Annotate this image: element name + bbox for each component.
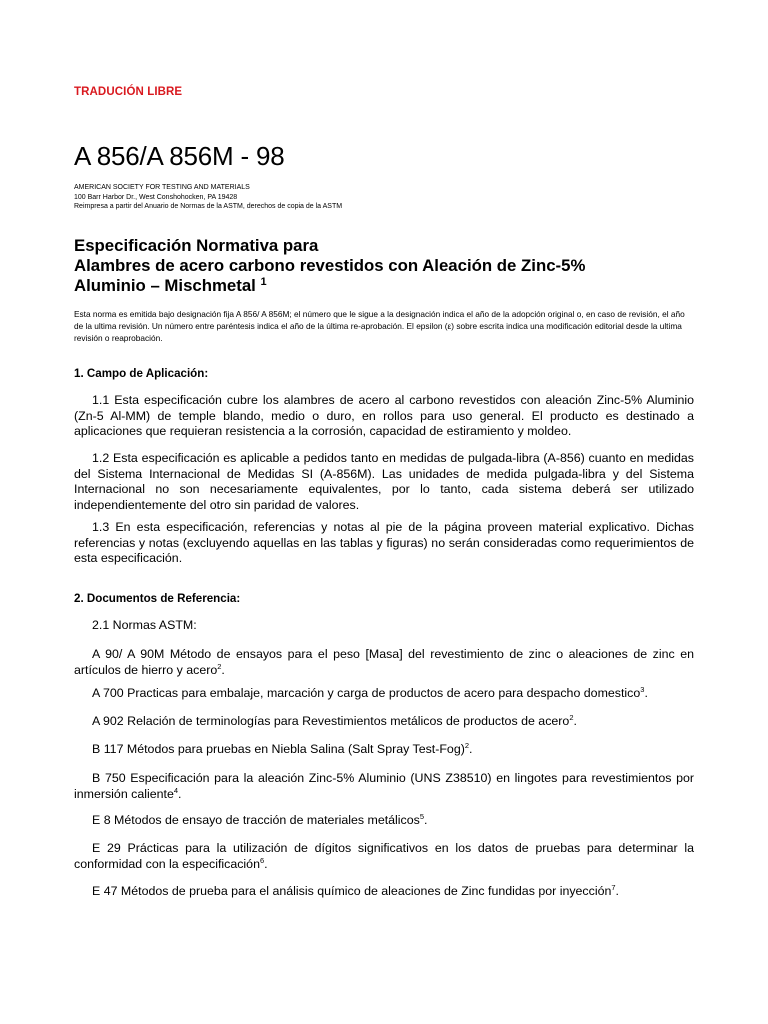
reference-text: B 750 Especificación para la aleación Zinc-5% Aluminio (UNS Z38510) en lingotes para revestimientos por inmersión caliente <box>74 771 694 801</box>
publisher-block <box>74 183 342 212</box>
section-1-heading: 1. Campo de Aplicación: <box>74 367 209 380</box>
reference-note: 2 <box>217 661 222 671</box>
issuance-note: Esta norma es emitida bajo designación fija A 856/ A 856M; el número que le sigue a la designación indica el año de la adopción original o, en caso de revisión, el año de la ultima revisión. Un número entre paréntesis indica el año de la última re-aprobación. El epsilon (ε) sobre escrita indica una modificación editorial desde la ultima revisión o reaprobación. <box>74 309 685 343</box>
reference-note: 5 <box>419 812 425 821</box>
reference-text: A 700 Practicas para embalaje, marcación y carga de productos de acero para despacho domestico <box>92 686 641 700</box>
reference-note: 3 <box>640 685 645 694</box>
title-line-1: Especificación Normativa para <box>74 236 319 255</box>
reference-note: 2 <box>464 741 470 750</box>
reference-e29: E 29 Prácticas para la utilización de dígitos significativos en los datos de pruebas para determinar la conformidad con la especificación$^6$. <box>74 841 694 871</box>
reference-text: A 902 Relación de terminologías para Revestimientos metálicos de productos de acero <box>92 714 570 728</box>
reference-text: B 117 Métodos para pruebas en Niebla Salina (Salt Spray Test-Fog) <box>92 742 465 756</box>
paragraph-1-3: 1.3 En esta especificación, referencias y notas al pie de la página proveen material explicativo. Dichas referencias y notas (excluyendo aquellas en las tablas y figuras) no serán consideradas como requerimientos de esta especificación. <box>74 520 694 565</box>
document-title <box>74 236 585 296</box>
reprint-note: Reimpresa a partir del Anuario de Normas de la ASTM, derechos de copia de la ASTM <box>74 203 343 210</box>
title-footnote-marker: 1 <box>260 276 267 288</box>
standard-designation: A 856/A 856M - 98 <box>74 141 285 171</box>
title-line-3 <box>74 276 585 296</box>
reference-text: A 90/ A 90M Método de ensayos para el peso [Masa] del revestimiento de zinc o aleaciones de zinc en artículos de hierro y acero <box>74 647 694 677</box>
title-line-2: Alambres de acero carbono revestidos con Aleación de Zinc-5% <box>74 256 586 275</box>
paragraph-1-1: 1.1 Esta especificación cubre los alambres de acero al carbono revestidos con aleación Zinc-5% Aluminio (Zn-5 Al-MM) de temple blando, medio o duro, en rollos para uso general. El producto es destinado a aplicaciones que requieran resistencia a la corrosión, capacidad de estiramiento y moldeo. <box>74 393 694 438</box>
publisher-name: AMERICAN SOCIETY FOR TESTING AND MATERIALS <box>74 184 250 191</box>
reference-note: 7 <box>611 883 616 892</box>
reference-e47: E 47 Métodos de prueba para el análisis químico de aleaciones de Zinc fundidas por inyección$^7$. <box>92 883 619 898</box>
reference-e8: E 8 Métodos de ensayo de tracción de materiales metálicos$^5$. <box>92 812 428 827</box>
reference-b117: B 117 Métodos para pruebas en Niebla Salina (Salt Spray Test-Fog)$^2$. <box>92 741 473 756</box>
reference-note: 4 <box>173 785 179 795</box>
subsection-2-1-heading: 2.1 Normas ASTM: <box>92 618 197 632</box>
publisher-address: 100 Barr Harbor Dr., West Conshohocken, PA 19428 <box>74 193 238 201</box>
reference-b750: B 750 Especificación para la aleación Zinc-5% Aluminio (UNS Z38510) en lingotes para revestimientos por inmersión caliente$^4$. <box>74 771 694 801</box>
reference-note: 2 <box>569 713 574 722</box>
reference-text: E 47 Métodos de prueba para el análisis químico de aleaciones de Zinc fundidas por inyección <box>92 884 612 898</box>
translation-label: TRADUCIÓN LIBRE <box>74 86 183 98</box>
reference-note: 6 <box>259 855 265 865</box>
reference-a700: A 700 Practicas para embalaje, marcación y carga de productos de acero para despacho domestico$^3$. <box>92 685 648 700</box>
reference-text: E 8 Métodos de ensayo de tracción de materiales metálicos <box>92 813 420 827</box>
title-line-3-text: Aluminio – Mischmetal <box>74 276 256 295</box>
section-2-heading: 2. Documentos de Referencia: <box>74 592 241 605</box>
paragraph-1-2: 1.2 Esta especificación es aplicable a pedidos tanto en medidas de pulgada-libra (A-856) cuanto en medidas del Sistema Internacional de Medidas SI (A-856M). Las unidades de medida pulgada-libra y del Sistema Internacional no son necesariamente equivalentes, por lo tanto, cada sistema deberá ser utilizado independientemente del otro sin paridad de valores. <box>74 451 694 512</box>
reference-a90: A 90/ A 90M Método de ensayos para el peso [Masa] del revestimiento de zinc o aleaciones de zinc en artículos de hierro y acero$^2$. <box>74 647 694 677</box>
reference-text: E 29 Prácticas para la utilización de dígitos significativos en los datos de pruebas para determinar la conformidad con la especificación <box>74 841 694 871</box>
reference-a902: A 902 Relación de terminologías para Revestimientos metálicos de productos de acero$^2$. <box>92 713 577 728</box>
